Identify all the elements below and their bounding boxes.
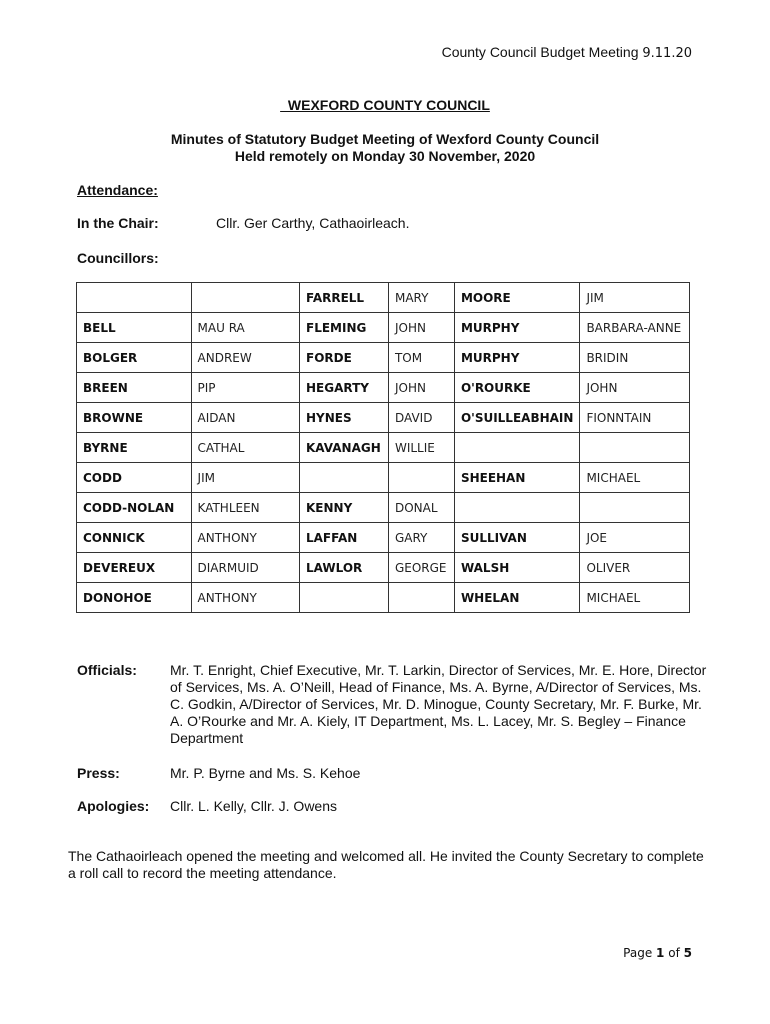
forename-cell: JOE [580, 523, 690, 553]
header-title: County Council Budget Meeting [441, 44, 639, 60]
forename-cell: AIDAN [191, 403, 299, 433]
surname-cell: CODD [77, 463, 192, 493]
surname-cell: WALSH [454, 553, 580, 583]
forename-cell: WILLIE [388, 433, 454, 463]
press-value: Mr. P. Byrne and Ms. S. Kehoe [170, 765, 361, 781]
officials-label: Officials: [77, 662, 137, 678]
forename-cell [580, 433, 690, 463]
forename-cell: ANTHONY [191, 523, 299, 553]
surname-cell [454, 493, 580, 523]
surname-cell: MOORE [454, 283, 580, 313]
forename-cell: JIM [191, 463, 299, 493]
page-total: 5 [683, 946, 692, 960]
surname-cell [300, 463, 389, 493]
surname-cell: FARRELL [300, 283, 389, 313]
table-row [77, 463, 690, 493]
councillors-heading: Councillors: [77, 250, 159, 266]
surname-cell [77, 283, 192, 313]
forename-cell [191, 283, 299, 313]
table-row [77, 283, 690, 313]
page-of: of [668, 946, 680, 960]
table-row [77, 373, 690, 403]
forename-cell: ANDREW [191, 343, 299, 373]
subtitle-line-1: Minutes of Statutory Budget Meeting of Wexford County Council [170, 131, 600, 147]
surname-cell: BELL [77, 313, 192, 343]
surname-cell: LAWLOR [300, 553, 389, 583]
surname-cell: HEGARTY [300, 373, 389, 403]
forename-cell: JOHN [388, 373, 454, 403]
page-header [442, 44, 692, 61]
forename-cell: TOM [388, 343, 454, 373]
surname-cell: FORDE [300, 343, 389, 373]
surname-cell: CODD-NOLAN [77, 493, 192, 523]
organisation-title: WEXFORD COUNTY COUNCIL [280, 97, 490, 113]
councillors-table [76, 282, 690, 613]
apologies-value: Cllr. L. Kelly, Cllr. J. Owens [170, 798, 338, 814]
forename-cell: FIONNTAIN [580, 403, 690, 433]
forename-cell: MICHAEL [580, 583, 690, 613]
surname-cell: KAVANAGH [300, 433, 389, 463]
forename-cell: JIM [580, 283, 690, 313]
forename-cell: BARBARA-ANNE [580, 313, 690, 343]
surname-cell: BOLGER [77, 343, 192, 373]
table-row [77, 583, 690, 613]
surname-cell: O'SUILLEABHAIN [454, 403, 580, 433]
subtitle-line-2: Held remotely on Monday 30 November, 2020 [234, 148, 536, 164]
forename-cell: GARY [388, 523, 454, 553]
page-number [623, 946, 692, 960]
surname-cell: BYRNE [77, 433, 192, 463]
forename-cell [388, 463, 454, 493]
forename-cell: CATHAL [191, 433, 299, 463]
surname-cell [300, 583, 389, 613]
surname-cell: WHELAN [454, 583, 580, 613]
table-row [77, 343, 690, 373]
forename-cell: KATHLEEN [191, 493, 299, 523]
surname-cell: O'ROURKE [454, 373, 580, 403]
surname-cell: KENNY [300, 493, 389, 523]
surname-cell: DONOHOE [77, 583, 192, 613]
page-current: 1 [656, 946, 665, 960]
forename-cell: DAVID [388, 403, 454, 433]
table-row [77, 553, 690, 583]
surname-cell: FLEMING [300, 313, 389, 343]
table-row [77, 433, 690, 463]
forename-cell: PIP [191, 373, 299, 403]
forename-cell: JOHN [388, 313, 454, 343]
forename-cell: OLIVER [580, 553, 690, 583]
officials-value: Mr. T. Enright, Chief Executive, Mr. T. Larkin, Director of Services, Mr. E. Hore, Director of Services, Ms. A. O’Neill, Head of Finance, Ms. A. Byrne, A/Director of Services, Ms. C. Godkin, A/Director of Services, Mr. D. Minogue, County Secretary, Mr. F. Burke, Mr. A. O’Rourke and Mr. A. Kiely, IT Department, Ms. L. Lacey, Mr. S. Begley – Finance Department [170, 662, 707, 746]
surname-cell: SULLIVAN [454, 523, 580, 553]
surname-cell: BREEN [77, 373, 192, 403]
table-row [77, 523, 690, 553]
forename-cell: JOHN [580, 373, 690, 403]
surname-cell: MURPHY [454, 343, 580, 373]
table-row [77, 313, 690, 343]
opening-paragraph: The Cathaoirleach opened the meeting and welcomed all. He invited the County Secretary to complete a roll call to record the meeting attendance. [68, 848, 704, 881]
surname-cell: MURPHY [454, 313, 580, 343]
surname-cell [454, 433, 580, 463]
table-row [77, 493, 690, 523]
forename-cell: GEORGE [388, 553, 454, 583]
forename-cell: DONAL [388, 493, 454, 523]
surname-cell: DEVEREUX [77, 553, 192, 583]
surname-cell: HYNES [300, 403, 389, 433]
surname-cell: CONNICK [77, 523, 192, 553]
forename-cell: ANTHONY [191, 583, 299, 613]
surname-cell: SHEEHAN [454, 463, 580, 493]
surname-cell: LAFFAN [300, 523, 389, 553]
document-subtitle [0, 131, 770, 165]
forename-cell [580, 493, 690, 523]
page-prefix: Page [623, 946, 653, 960]
forename-cell: MAU RA [191, 313, 299, 343]
forename-cell: MARY [388, 283, 454, 313]
header-date: 9.11.20 [642, 46, 692, 61]
press-label: Press: [77, 765, 120, 781]
chair-label: In the Chair: [77, 215, 159, 231]
forename-cell: MICHAEL [580, 463, 690, 493]
table-row [77, 403, 690, 433]
surname-cell: BROWNE [77, 403, 192, 433]
attendance-heading: Attendance: [77, 182, 158, 198]
apologies-label: Apologies: [77, 798, 150, 814]
chair-value: Cllr. Ger Carthy, Cathaoirleach. [216, 215, 410, 231]
forename-cell [388, 583, 454, 613]
forename-cell: BRIDIN [580, 343, 690, 373]
forename-cell: DIARMUID [191, 553, 299, 583]
